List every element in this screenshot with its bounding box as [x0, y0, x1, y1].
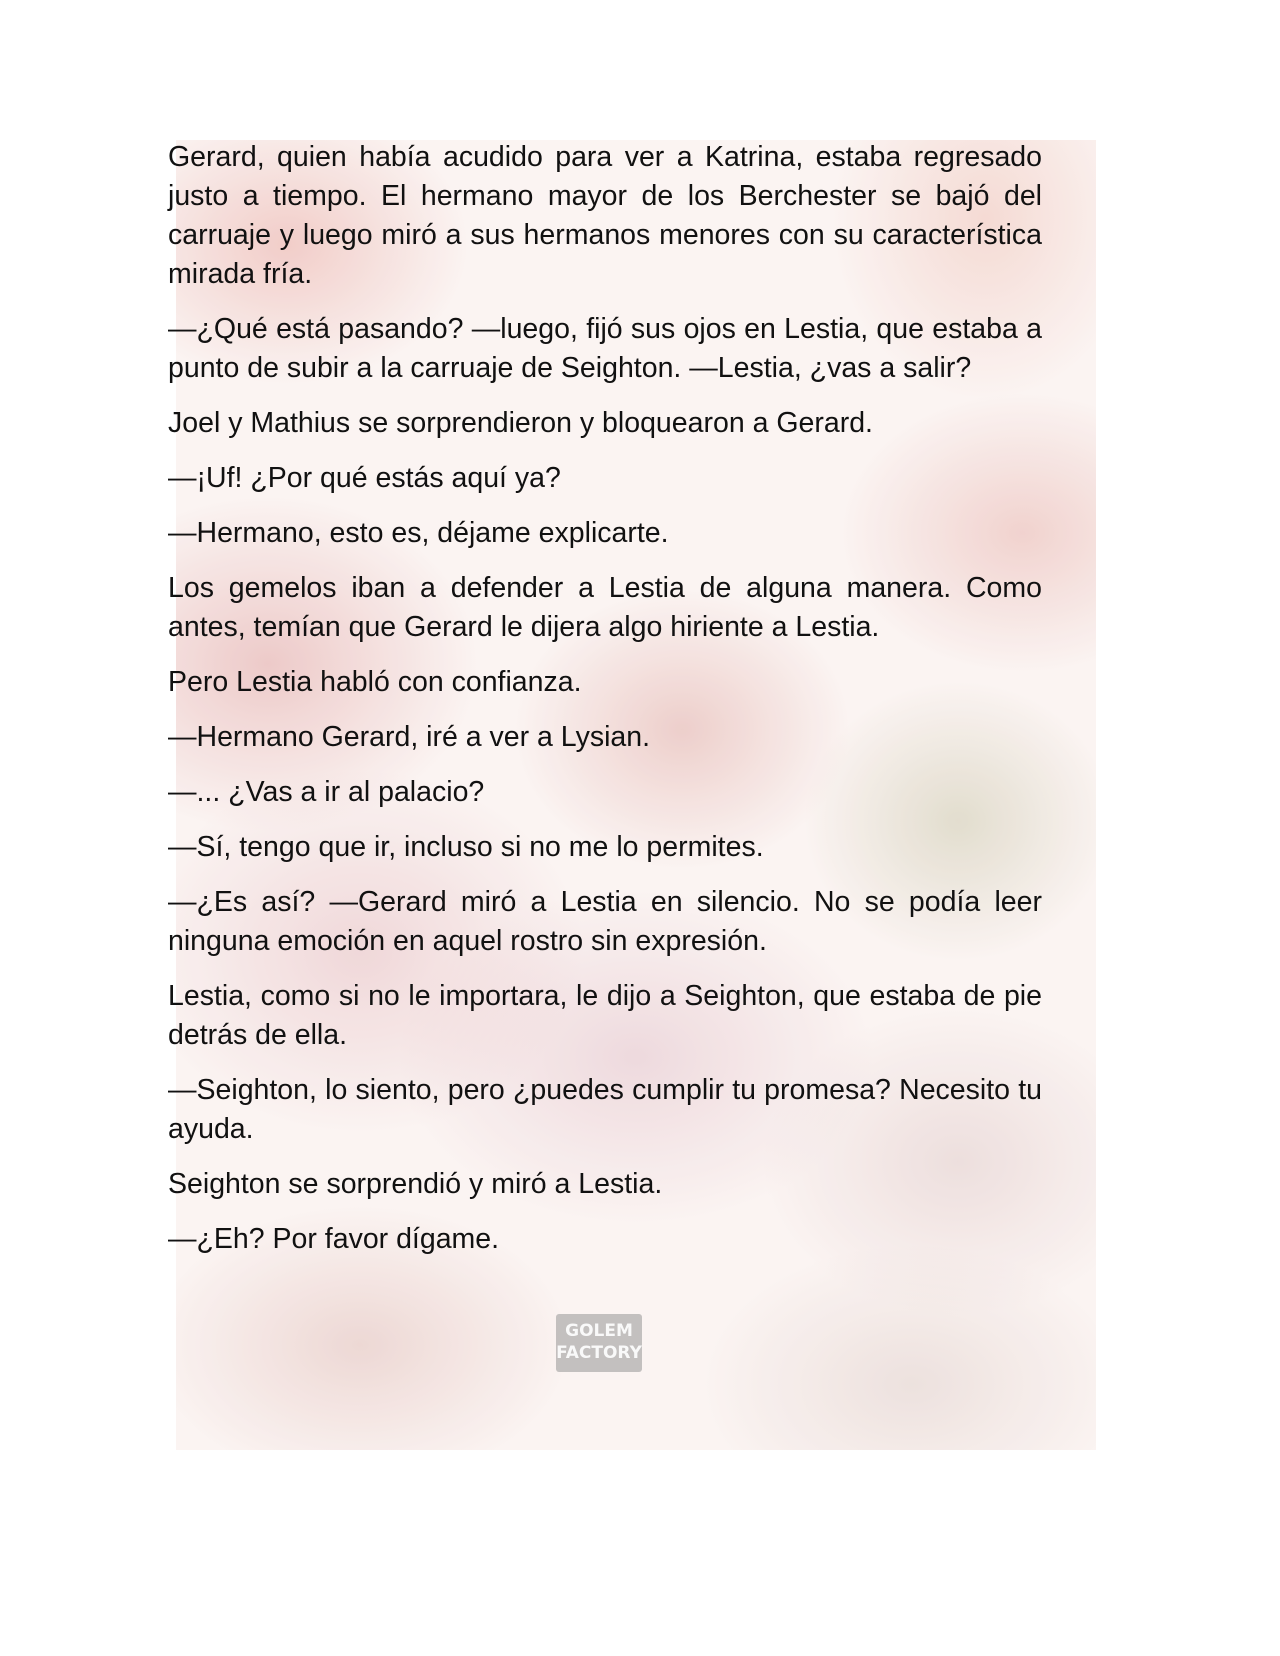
paragraph: Pero Lestia habló con confianza. [168, 666, 582, 698]
paragraph: —Hermano, esto es, déjame explicarte. [168, 517, 669, 549]
paragraph: —¡Uf! ¿Por qué estás aquí ya? [168, 462, 561, 494]
paragraph: Seighton se sorprendió y miró a Lestia. [168, 1168, 663, 1200]
watermark-line-2: FACTORY [556, 1343, 642, 1363]
body-text [168, 138, 1042, 1275]
paragraph: —... ¿Vas a ir al palacio? [168, 776, 485, 808]
paragraph: Los gemelos iban a defender a Lestia de alguna manera. Como antes, temían que Gerard le dijera algo hiriente a Lestia. [168, 572, 1042, 643]
golem-factory-watermark [556, 1314, 642, 1372]
paragraph: —Hermano Gerard, iré a ver a Lysian. [168, 721, 651, 753]
paragraph: —¿Qué está pasando? —luego, fijó sus ojos en Lestia, que estaba a punto de subir a la carruaje de Seighton. —Lestia, ¿vas a salir? [168, 313, 1042, 384]
paragraph: —¿Eh? Por favor dígame. [168, 1223, 500, 1255]
paragraph: —Sí, tengo que ir, incluso si no me lo permites. [168, 831, 764, 863]
paragraph: —Seighton, lo siento, pero ¿puedes cumplir tu promesa? Necesito tu ayuda. [168, 1074, 1042, 1145]
paragraph: Lestia, como si no le importara, le dijo a Seighton, que estaba de pie detrás de ella. [168, 980, 1042, 1051]
paragraph: Gerard, quien había acudido para ver a Katrina, estaba regresado justo a tiempo. El hermano mayor de los Berchester se bajó del carruaje y luego miró a sus hermanos menores con su característica mirada fría. [168, 141, 1042, 290]
watermark-line-1: GOLEM [565, 1321, 633, 1341]
paragraph: Joel y Mathius se sorprendieron y bloquearon a Gerard. [168, 407, 873, 439]
paragraph: —¿Es así? —Gerard miró a Lestia en silencio. No se podía leer ninguna emoción en aquel rostro sin expresión. [168, 886, 1042, 957]
